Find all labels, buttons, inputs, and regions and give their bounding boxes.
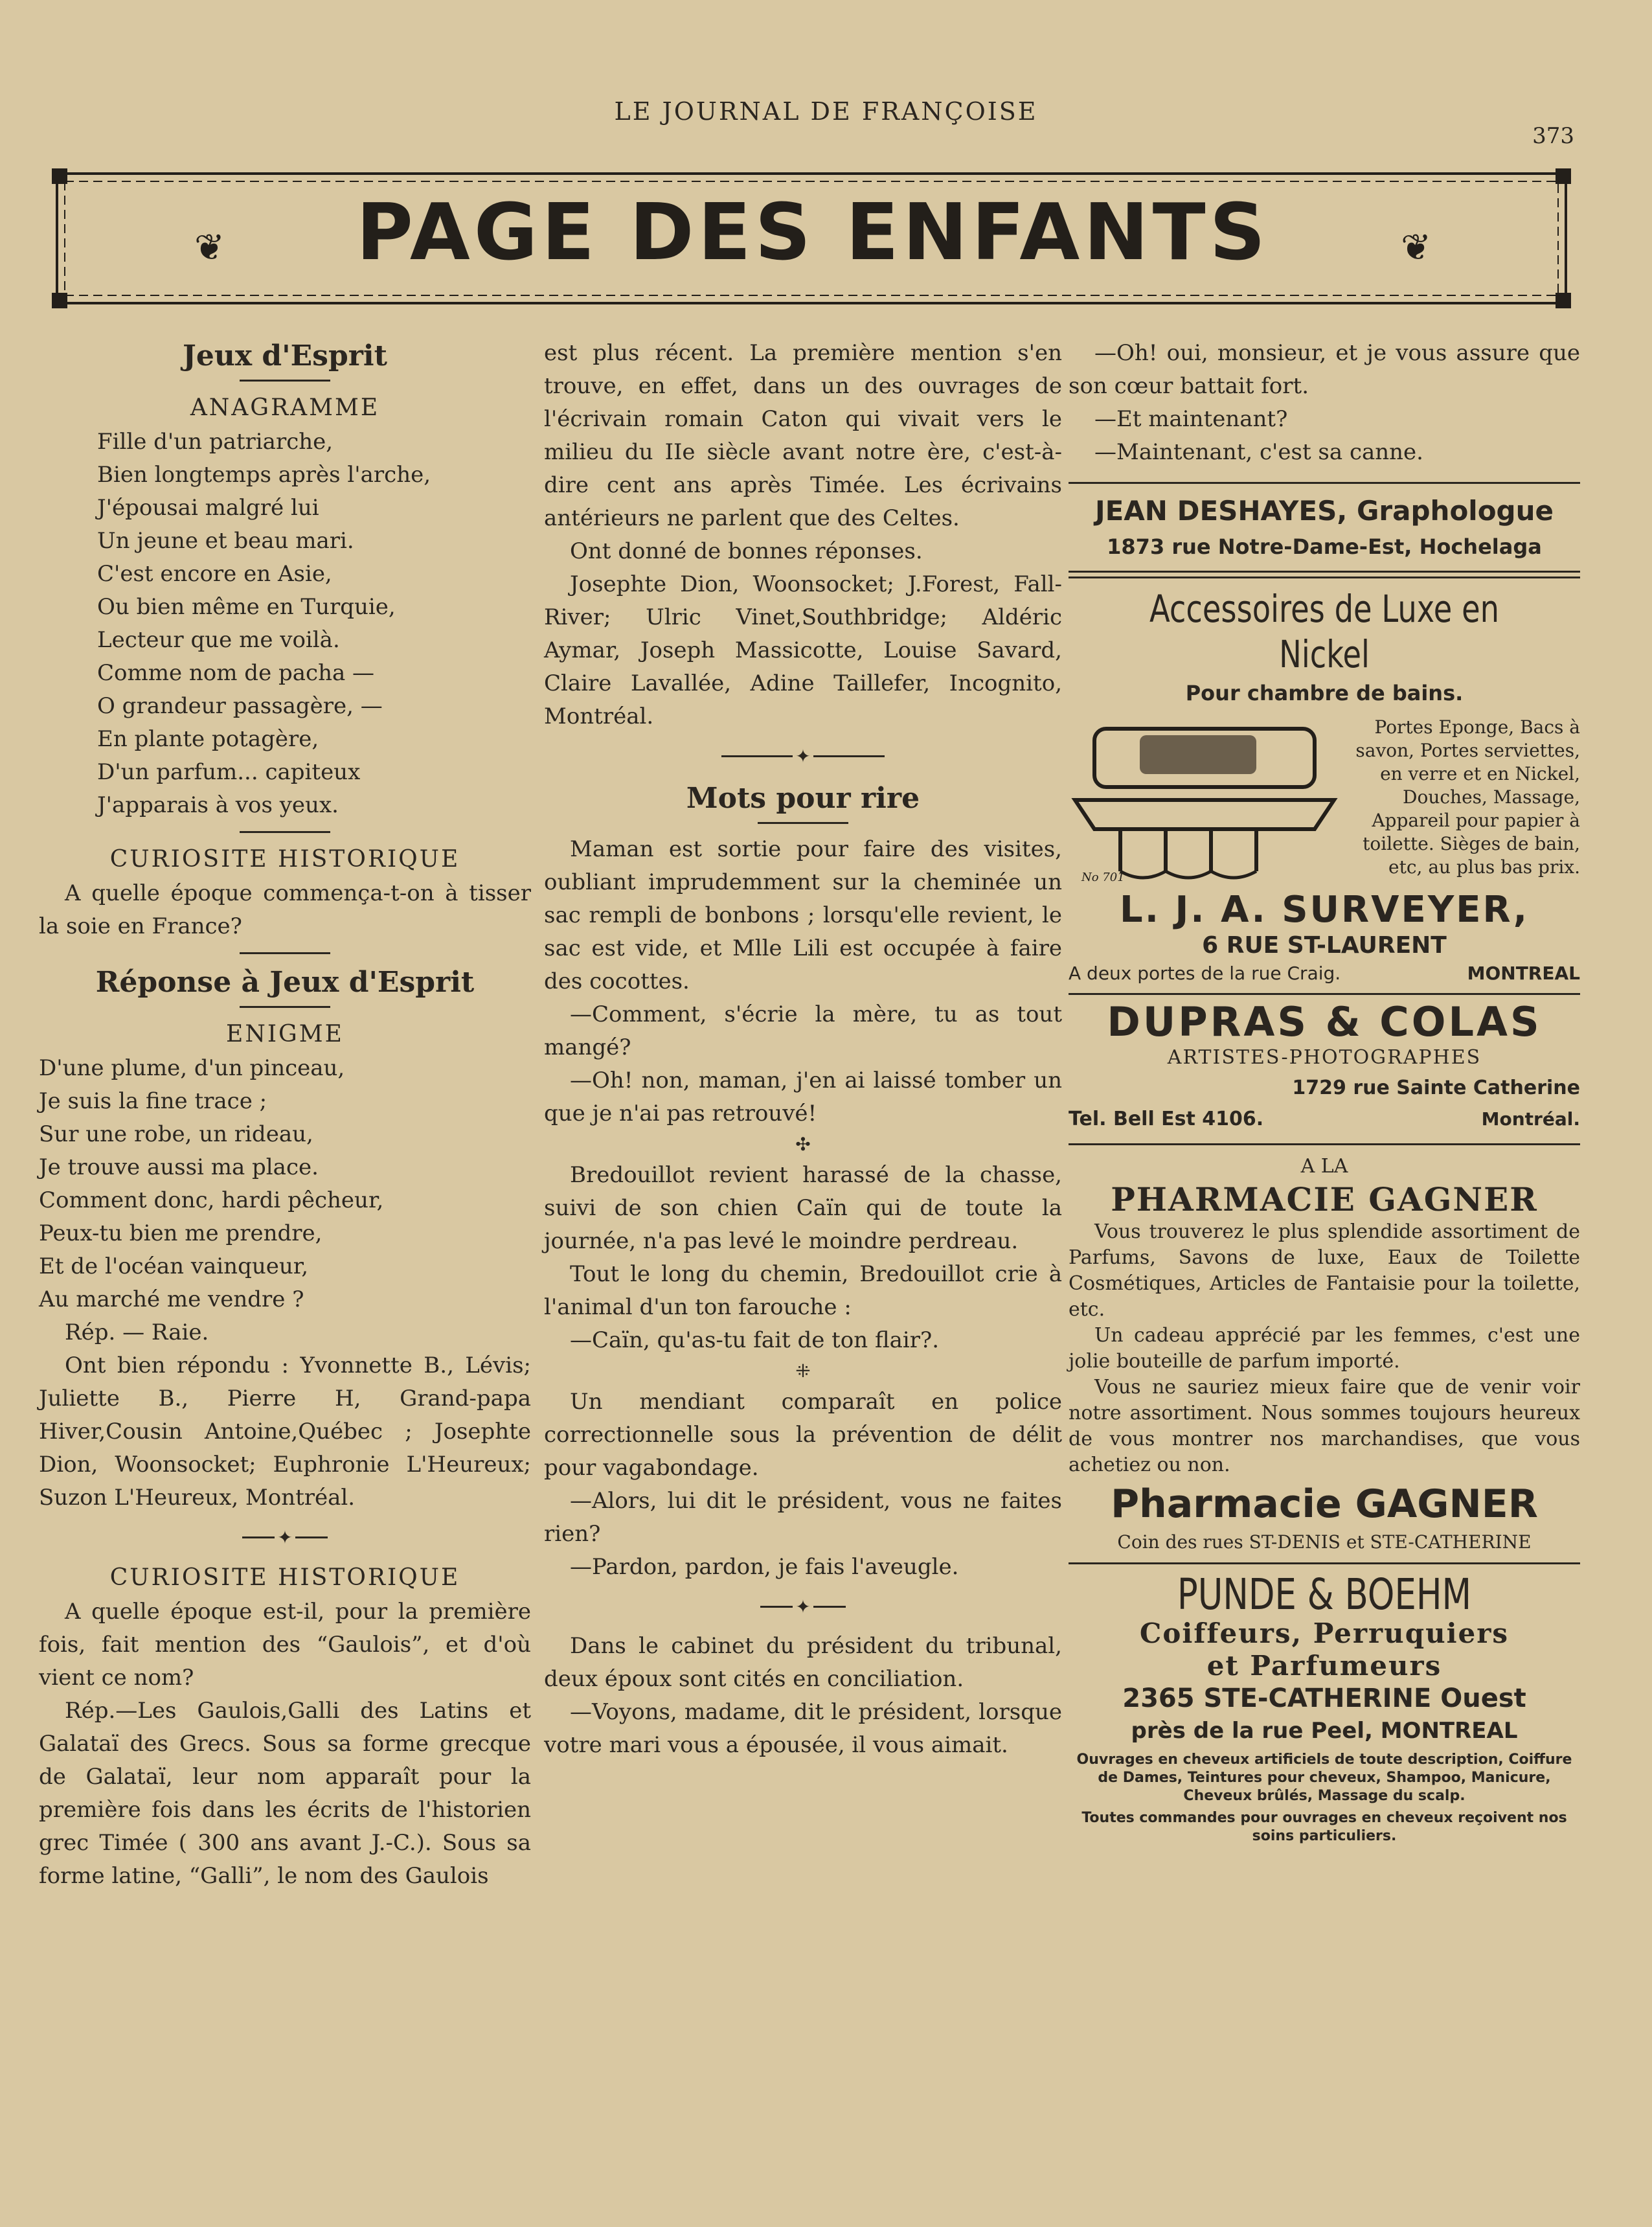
rule bbox=[1069, 1143, 1580, 1145]
verse-line: Comme nom de pacha — bbox=[97, 660, 375, 686]
ad-punde-name: PUNDE & BOEHM bbox=[1177, 1570, 1472, 1619]
column-3 bbox=[1069, 337, 1580, 1845]
paragraph: —Caïn, qu'as-tu fait de ton flair?. bbox=[570, 1327, 940, 1353]
ad-gagner-pre: A LA bbox=[1300, 1155, 1348, 1178]
banner-right-ornament-icon: ❦ bbox=[1401, 227, 1431, 269]
respondents: Ont bien répondu : Yvonnette B., Lévis; Juliette B., Pierre H, Grand-papa Hiver,Cousin Antoine,Québec ; Josephte Dion, Woonsocket; Euphronie L'Heureux; Suzon L'Heureux, Montréal. bbox=[39, 1353, 531, 1511]
paragraph: est plus récent. La première mention s'en trouve, en effet, dans un des ouvrages de l'écrivain romain Caton qui vivait vers le milieu du IIe siècle avant notre ère, c'est-à-dire cent ans après Timée. Les écrivains antérieurs ne parlent que des Celtes. bbox=[544, 340, 1062, 531]
model-number: No 701 bbox=[1081, 871, 1125, 884]
ad-gagner bbox=[1069, 1153, 1580, 1555]
ornament-separator: ⁜ bbox=[795, 1360, 811, 1382]
ad-surveyer-firm: L. J. A. SURVEYER, bbox=[1120, 889, 1529, 931]
divider bbox=[758, 822, 848, 824]
ad-gagner-name: PHARMACIE GAGNER bbox=[1111, 1180, 1538, 1218]
ad-punde-text: Ouvrages en cheveux artificiels de toute description, Coiffure de Dames, Teintures pour cheveux, Shampoo, Manicure, Cheveux brûlés, Massage du scalp. bbox=[1076, 1752, 1572, 1804]
ad-punde-subtitle: et Parfumeurs bbox=[1206, 1650, 1442, 1682]
paragraph: Ont donné de bonnes réponses. bbox=[570, 538, 923, 564]
paragraph: Un mendiant comparaît en police correctionnelle sous la prévention de délit pour vagabondage. bbox=[544, 1389, 1062, 1481]
enigme-verse bbox=[39, 1052, 531, 1316]
ad-dupras-name: DUPRAS & COLAS bbox=[1107, 998, 1542, 1045]
verse-line: J'épousai malgré lui bbox=[97, 495, 319, 521]
curiosite-title: CURIOSITE HISTORIQUE bbox=[109, 846, 460, 873]
anagramme-title: ANAGRAMME bbox=[190, 394, 380, 421]
ad-surveyer-body bbox=[1069, 716, 1580, 884]
ad-surveyer-title: Accessoires de Luxe en Nickel bbox=[1149, 587, 1500, 676]
enigme-answer: Rép. — Raie. bbox=[65, 1319, 209, 1345]
verse-line: D'une plume, d'un pinceau, bbox=[39, 1055, 345, 1081]
ad-surveyer-subtitle: Pour chambre de bains. bbox=[1185, 681, 1464, 705]
ornament-divider: ✦ bbox=[39, 1521, 531, 1554]
banner-title: PAGE DES ENFANTS bbox=[356, 188, 1270, 278]
column-2 bbox=[544, 337, 1062, 1762]
verse-line: D'un parfum... capiteux bbox=[97, 759, 361, 785]
verse-line: Peux-tu bien me prendre, bbox=[39, 1220, 322, 1246]
ornament-separator: ✣ bbox=[795, 1134, 811, 1155]
ad-punde-address-2: près de la rue Peel, MONTREAL bbox=[1131, 1718, 1518, 1744]
ad-gagner-name-2: Pharmacie GAGNER bbox=[1111, 1481, 1538, 1527]
page-number: 373 bbox=[1532, 123, 1574, 149]
rule bbox=[1069, 482, 1580, 484]
running-head: LE JOURNAL DE FRANÇOISE bbox=[614, 97, 1038, 126]
ad-punde-address: 2365 STE-CATHERINE Ouest bbox=[1122, 1684, 1526, 1713]
paragraph: Bredouillot revient harassé de la chasse, suivi de son chien Caïn qui de toute la journée, n'a pas levé le moindre perdreau. bbox=[544, 1162, 1062, 1254]
banner-left-ornament-icon: ❦ bbox=[194, 227, 225, 269]
ad-surveyer-description: Portes Eponge, Bacs à savon, Portes serviettes, en verre et en Nickel, Douches, Massage, Appareil pour papier à toilette. Sièges de bain, etc, au plus bas prix. bbox=[1355, 716, 1580, 878]
verse-line: J'apparais à vos yeux. bbox=[97, 792, 339, 818]
verse-line: En plante potagère, bbox=[97, 726, 319, 752]
column-1 bbox=[39, 337, 531, 1893]
rule bbox=[1069, 993, 1580, 995]
divider bbox=[240, 831, 330, 833]
paragraph: —Maintenant, c'est sa canne. bbox=[1094, 439, 1423, 465]
ad-surveyer-city: MONTREAL bbox=[1467, 963, 1580, 984]
divider bbox=[240, 1006, 330, 1008]
paragraph: —Pardon, pardon, je fais l'aveugle. bbox=[570, 1554, 959, 1580]
ad-dupras-address: 1729 rue Sainte Catherine bbox=[1292, 1077, 1580, 1099]
ad-gagner-text: Un cadeau apprécié par les femmes, c'est une jolie bouteille de parfum importé. bbox=[1069, 1324, 1580, 1373]
verse-line: Fille d'un patriarche, bbox=[97, 429, 334, 455]
verse-line: Sur une robe, un rideau, bbox=[39, 1121, 313, 1147]
soap-dish-illustration-icon bbox=[1069, 716, 1341, 884]
paragraph: —Et maintenant? bbox=[1094, 406, 1288, 432]
verse-line: Au marché me vendre ? bbox=[39, 1286, 304, 1312]
jeux-title: Jeux d'Esprit bbox=[183, 339, 387, 372]
double-rule bbox=[1069, 571, 1580, 578]
ad-dupras bbox=[1069, 998, 1580, 1136]
ad-punde-text: Toutes commandes pour ouvrages en cheveux reçoivent nos soins particuliers. bbox=[1081, 1810, 1567, 1844]
ad-deshayes-name: JEAN DESHAYES, Graphologue bbox=[1094, 495, 1554, 527]
paragraph: Maman est sortie pour faire des visites, oubliant imprudemment sur la cheminée un sac rempli de bonbons ; lorsqu'elle revient, le sac est vide, et Mlle Lili est occupée à faire des cocottes. bbox=[544, 836, 1062, 994]
verse-line: O grandeur passagère, — bbox=[97, 693, 383, 719]
paragraph: Dans le cabinet du président du tribunal, deux époux sont cités en conciliation. bbox=[544, 1633, 1062, 1692]
curiosite-title: CURIOSITE HISTORIQUE bbox=[109, 1564, 460, 1591]
verse-line: Un jeune et beau mari. bbox=[97, 528, 354, 554]
title-banner bbox=[52, 162, 1574, 317]
verse-line: Je trouve aussi ma place. bbox=[39, 1154, 319, 1180]
paragraph: —Voyons, madame, dit le président, lorsque votre mari vous a épousée, il vous aimait. bbox=[544, 1699, 1062, 1758]
ad-gagner-text: Vous trouverez le plus splendide assortiment de Parfums, Savons de luxe, Eaux de Toilette Cosmétiques, Articles de Fantaisie pour la toilette, etc. bbox=[1069, 1220, 1580, 1321]
ad-surveyer bbox=[1069, 586, 1580, 985]
ad-dupras-city: Montréal. bbox=[1481, 1108, 1580, 1130]
verse-line: Comment donc, hardi pêcheur, bbox=[39, 1187, 384, 1213]
ad-surveyer-address: 6 RUE ST-LAURENT bbox=[1202, 932, 1447, 959]
verse-line: Ou bien même en Turquie, bbox=[97, 594, 396, 620]
ad-deshayes-address: 1873 rue Notre-Dame-Est, Hochelaga bbox=[1107, 534, 1542, 559]
respondents: Josephte Dion, Woonsocket; J.Forest, Fall-River; Ulric Vinet,Southbridge; Aldéric Aymar, Joseph Massicotte, Louise Savard, Claire Lavallée, Adine Taillefer, Incognito, Montréal. bbox=[544, 571, 1062, 729]
rule bbox=[1069, 1562, 1580, 1564]
ad-surveyer-note: A deux portes de la rue Craig. bbox=[1069, 963, 1341, 984]
reponse-title: Réponse à Jeux d'Esprit bbox=[95, 966, 475, 999]
divider bbox=[240, 380, 330, 382]
divider bbox=[240, 952, 330, 954]
ad-gagner-text: Vous ne sauriez mieux faire que de venir voir notre assortiment. Nous sommes toujours heureux de vous montrer nos marchandises, que vous achetiez ou non. bbox=[1069, 1376, 1580, 1476]
paragraph: Tout le long du chemin, Bredouillot crie à l'animal d'un ton farouche : bbox=[544, 1261, 1062, 1320]
ad-dupras-phone: Tel. Bell Est 4106. bbox=[1069, 1108, 1264, 1130]
mots-title: Mots pour rire bbox=[686, 782, 920, 815]
ad-deshayes bbox=[1069, 492, 1580, 563]
paragraph: —Comment, s'écrie la mère, tu as tout mangé? bbox=[544, 1001, 1062, 1060]
verse-line: Je suis la fine trace ; bbox=[39, 1088, 267, 1114]
ad-punde-boehm bbox=[1069, 1572, 1580, 1845]
verse-line: Bien longtemps après l'arche, bbox=[97, 462, 431, 488]
verse-line: Lecteur que me voilà. bbox=[97, 627, 340, 653]
verse-line: Et de l'océan vainqueur, bbox=[39, 1253, 309, 1279]
curiosite-question: A quelle époque commença-t-on à tisser la soie en France? bbox=[39, 880, 531, 939]
ad-gagner-address: Coin des rues ST-DENIS et STE-CATHERINE bbox=[1117, 1531, 1532, 1553]
anagramme-verse bbox=[39, 426, 531, 822]
ornament-divider: ✦ bbox=[544, 740, 1062, 773]
enigme-title: ENIGME bbox=[226, 1021, 344, 1047]
paragraph: —Oh! oui, monsieur, et je vous assure que son cœur battait fort. bbox=[1069, 340, 1580, 399]
ad-dupras-subtitle: ARTISTES-PHOTOGRAPHES bbox=[1167, 1046, 1482, 1069]
verse-line: C'est encore en Asie, bbox=[97, 561, 332, 587]
paragraph: —Alors, lui dit le président, vous ne faites rien? bbox=[544, 1488, 1062, 1547]
ad-surveyer-footer bbox=[1069, 962, 1580, 985]
paragraph: —Oh! non, maman, j'en ai laissé tomber un que je n'ai pas retrouvé! bbox=[544, 1068, 1062, 1126]
ornament-divider: ✦ bbox=[544, 1590, 1062, 1623]
ad-dupras-footer bbox=[1069, 1102, 1580, 1136]
curiosite-question: A quelle époque est-il, pour la première fois, fait mention des “Gaulois”, et d'où vient ce nom? bbox=[39, 1599, 531, 1691]
curiosite-answer: Rép.—Les Gaulois,Galli des Latins et Galataï des Grecs. Sous sa forme grecque de Galataï, leur nom apparaît pour la première fois dans les écrits de l'historien grec Timée ( 300 ans avant J.-C.). Sous sa forme latine, “Galli”, le nom des Gaulois bbox=[39, 1698, 531, 1889]
ad-punde-subtitle: Coiffeurs, Perruquiers bbox=[1139, 1617, 1510, 1649]
